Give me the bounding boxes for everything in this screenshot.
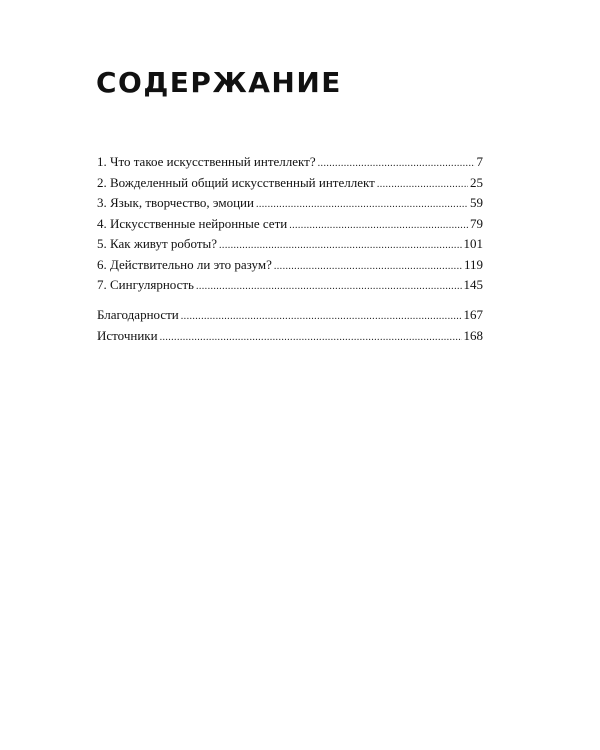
toc-entry-title: Благодарности [97, 307, 179, 322]
toc-dot-leader [256, 195, 468, 216]
toc-dot-leader [160, 328, 462, 349]
toc-dot-leader [377, 175, 468, 196]
toc-dot-leader [318, 154, 475, 175]
toc-entry-title: 4. Искусственные нейронные сети [97, 215, 288, 231]
toc-chapters-list [97, 152, 483, 296]
toc-page-number: 25 [470, 174, 483, 190]
toc-page-number: 59 [470, 195, 483, 210]
toc-entry-chapter-2[interactable] [97, 173, 483, 194]
toc-dot-leader [219, 236, 461, 257]
toc-entry-chapter-5[interactable] [97, 234, 483, 255]
toc-entry-title: 2. Вожделенный общий искусственный интеллект [97, 174, 375, 190]
toc-page-number: 101 [463, 236, 483, 251]
toc-page-number: 145 [463, 277, 483, 292]
toc-entry-chapter-6[interactable] [97, 255, 483, 276]
toc-entry-title: 6. Действительно ли это разум? [97, 256, 272, 272]
toc-entry-chapter-4[interactable] [97, 214, 483, 235]
toc-dot-leader [196, 277, 462, 298]
toc-entry-chapter-1[interactable] [97, 152, 483, 173]
toc-entry-acknowledgements[interactable] [97, 305, 483, 326]
toc-page-number: 7 [476, 154, 483, 169]
toc-dot-leader [181, 307, 462, 328]
toc-page-number: 168 [463, 327, 483, 343]
toc-back-matter-list [97, 305, 483, 346]
toc-page-number: 79 [470, 215, 483, 231]
toc-page-number: 167 [463, 307, 483, 322]
toc-entry-chapter-7[interactable] [97, 275, 483, 296]
toc-dot-leader [274, 257, 462, 278]
toc-dot-leader [289, 216, 468, 237]
toc-entry-sources[interactable] [97, 326, 483, 347]
page-title: СОДЕРЖАНИЕ [96, 66, 342, 99]
toc-entry-title: Источники [97, 327, 158, 343]
toc-entry-title: 5. Как живут роботы? [97, 236, 218, 251]
toc-entry-title: 1. Что такое искусственный интеллект? [97, 154, 316, 169]
toc-entry-title: 7. Сингулярность [97, 277, 194, 292]
toc-entry-chapter-3[interactable] [97, 193, 483, 214]
toc-entry-title: 3. Язык, творчество, эмоции [97, 195, 254, 210]
toc-page-number: 119 [463, 256, 483, 272]
